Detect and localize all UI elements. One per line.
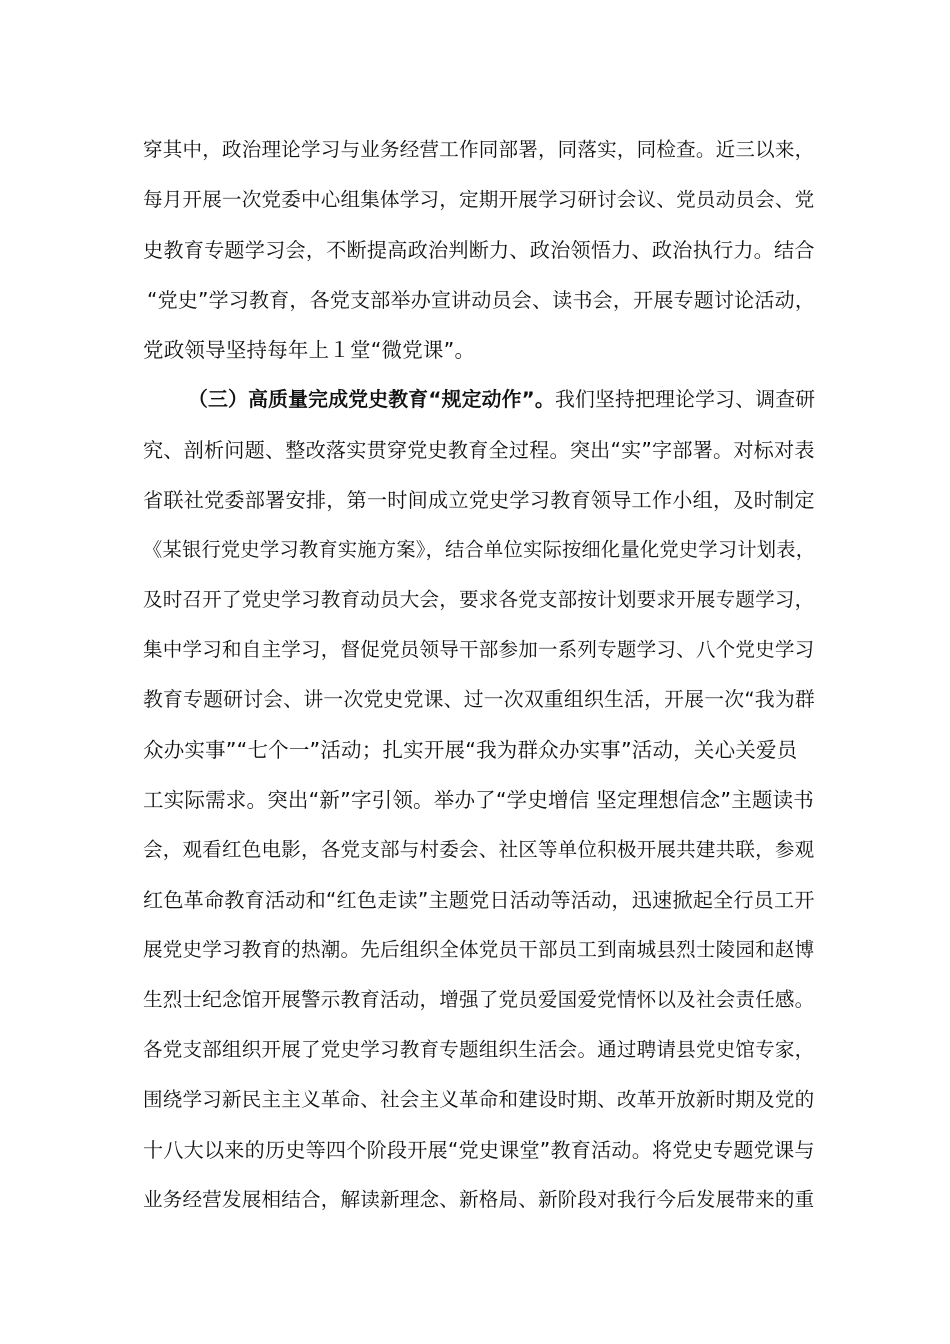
section-heading: （三）高质量完成党史教育“规定动作”。 <box>188 388 555 411</box>
paragraph-line: “党史”学习教育，各党支部举办宣讲动员会、读书会，开展专题讨论活动， <box>147 288 816 312</box>
paragraph-line: 教育专题研讨会、讲一次党史党课、过一次双重组织生活，开展一次“我为群 <box>143 688 815 711</box>
paragraph-line: 会，观看红色电影，各党支部与村委会、社区等单位积极开展共建共联，参观 <box>143 838 815 861</box>
section-first-line <box>188 387 815 413</box>
paragraph-line: 各党支部组织开展了党史学习教育专题组织生活会。通过聘请县党史馆专家， <box>143 1038 815 1061</box>
paragraph-line: 展党史学习教育的热潮。先后组织全体党员干部员工到南城县烈士陵园和赵博 <box>143 938 815 961</box>
paragraph-line: 究、剖析问题、整改落实贯穿党史教育全过程。突出“实”字部署。对标对表 <box>143 438 815 462</box>
paragraph-line: 众办实事”“七个一”活动；扎实开展“我为群众办实事”活动，关心关爱员 <box>143 738 798 762</box>
paragraph-line: 党政领导坚持每年上１堂“微党课”。 <box>143 338 476 362</box>
paragraph-line: 史教育专题学习会，不断提高政治判断力、政治领悟力、政治执行力。结合 <box>143 238 815 262</box>
paragraph-line: 红色革命教育活动和“红色走读”主题党日活动等活动，迅速掀起全行员工开 <box>143 888 815 912</box>
paragraph-line: 省联社党委部署安排，第一时间成立党史学习教育领导工作小组，及时制定 <box>143 488 815 512</box>
paragraph-line: 十八大以来的历史等四个阶段开展“党史课堂”教育活动。将党史专题党课与 <box>143 1138 815 1162</box>
paragraph-line: 生烈士纪念馆开展警示教育活动，增强了党员爱国爱党情怀以及社会责任感。 <box>143 988 815 1011</box>
paragraph-line: 及时召开了党史学习教育动员大会，要求各党支部按计划要求开展专题学习， <box>143 588 815 611</box>
paragraph-line: 业务经营发展相结合，解读新理念、新格局、新阶段对我行今后发展带来的重 <box>143 1188 815 1211</box>
paragraph-line: 集中学习和自主学习，督促党员领导干部参加一系列专题学习、八个党史学习 <box>143 638 815 661</box>
paragraph-line: 穿其中，政治理论学习与业务经营工作同部署，同落实，同检查。近三以来， <box>143 138 815 161</box>
paragraph-line: 围绕学习新民主主义革命、社会主义革命和建设时期、改革开放新时期及党的 <box>143 1088 815 1111</box>
paragraph-line: 《某银行党史学习教育实施方案》，结合单位实际按细化量化党史学习计划表， <box>143 538 816 561</box>
section-first-line-text: 我们坚持把理论学习、调查研 <box>554 388 816 411</box>
paragraph-line: 每月开展一次党委中心组集体学习，定期开展学习研讨会议、党员动员会、党 <box>143 188 815 211</box>
paragraph-line: 工实际需求。突出“新”字引领。举办了“学史增信 坚定理想信念”主题读书 <box>143 788 814 812</box>
